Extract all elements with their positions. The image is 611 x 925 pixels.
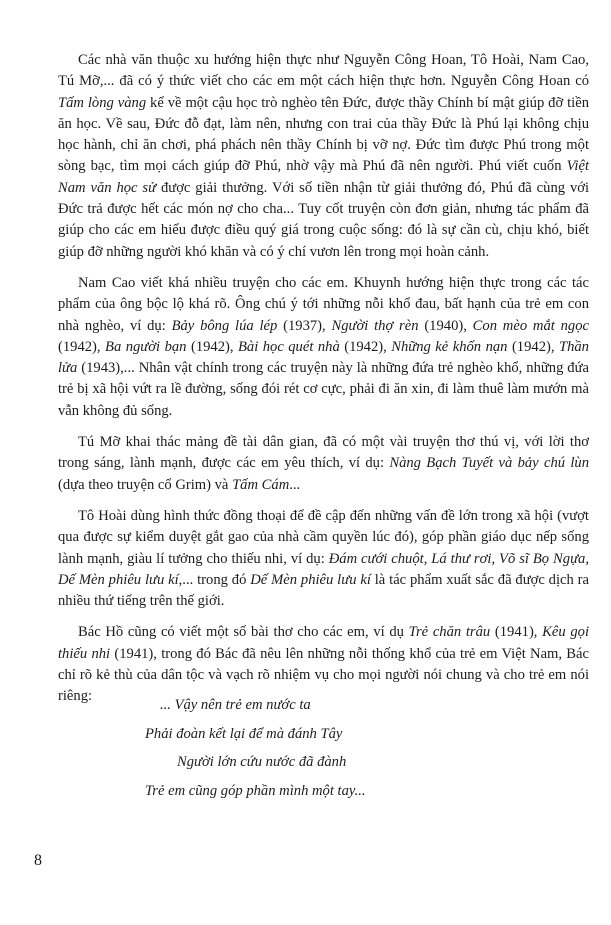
body-text [58,50,589,718]
poem-line: Người lớn cứu nước đã đành [177,754,347,770]
work-title: Việt Nam văn học sử [58,158,589,196]
text-run: (1942), [58,338,106,355]
work-title: Ba người bạn [105,338,187,355]
text-run: là tác phẩm xuất sắc đã được dịch ra nhiều thứ tiếng trên thế giới. [58,571,589,610]
text-run: Các nhà văn thuộc xu hướng hiện thực như Nguyễn Công Hoan, Tô Hoài, Nam Cao, Tú Mỡ,... đã có ý thức viết cho các em một cách hiện thực hơn. Nguyễn Công Hoan có [58,52,589,90]
work-title: Người thợ rèn [331,317,419,334]
poem-line: Trẻ em cũng góp phần mình một tay... [145,783,366,799]
text-run: (1941), trong đó Bác đã nêu lên những nỗi thống khổ của trẻ em Việt Nam, Bác chỉ rõ kẻ thù của dân tộc và vạch rõ nhiệm vụ cho mọi người nói chung và cho trẻ em nói riêng: [58,645,589,705]
work-title: Tấm Cám [232,476,290,493]
work-title: Bảy bông lúa lép [171,317,278,334]
work-title: Đám cưới chuột, Lá thư rơi, Võ sĩ Bọ Ngựa, Dế Mèn phiêu lưu kí [58,550,589,588]
text-run: (1942), [186,338,238,355]
text-run: (1940), [418,317,473,334]
work-title: Kêu gọi thiếu nhi [58,624,589,662]
page-number: 8 [34,852,42,869]
text-run: Tú Mỡ khai thác mảng đề tài dân gian, đã có một vài truyện thơ thú vị, với lời thơ trong sáng, lành mạnh, được các em yêu thích, ví dụ: [58,434,589,472]
text-run: (1942), [339,338,392,355]
text-run: Tô Hoài dùng hình thức đồng thoại để đề cập đến những vấn đề lớn trong xã hội (vượt qua được sự kiểm duyệt gắt gao của nhà cầm quyền lúc đó), góp phần giáo dục nếp sống lành mạnh, giàu lí tưởng cho thiếu nhi, ví dụ: [58,507,589,567]
poem-line: Phải đoàn kết lại để mà đánh Tây [145,726,343,742]
work-title: Con mèo mắt ngọc [472,317,589,334]
work-title: Những kẻ khốn nạn [391,338,508,355]
text-run: (1942), [507,338,559,355]
text-run: Nam Cao viết khá nhiều truyện cho các em. Khuynh hướng hiện thực trong các tác phẩm của ông bộc lộ khá rõ. Ông chú ý tới những nỗi khổ đau, bất hạnh của trẻ em con nhà nghèo, ví dụ: [58,274,589,334]
poem-line: ... Vậy nên trẻ em nước ta [160,697,311,713]
text-run: (1941), [490,624,543,641]
text-run: ,... trong đó [178,571,251,588]
paragraph [58,506,589,612]
paragraph [58,622,589,707]
text-run: ... [289,476,301,493]
text-run: kể về một cậu học trò nghèo tên Đức, được thầy Chính bí mật giúp đỡ tiền ăn học. Về sau, Đức đỗ đạt, làm nên, nhưng con trai của thầy Đức là Phú lại không chịu học hành, chỉ ăn chơi, phá phách nên thầy Chính bị vỡ nợ. Đức tìm được Phú trong một sòng bạc, tìm mọi cách giúp đỡ Phú, nhờ vậy mà Phú đã nên người. Phú viết cuốn [58,94,589,175]
paragraph [58,50,589,263]
text-run: (1937), [277,317,332,334]
work-title: Dế Mèn phiêu lưu kí [250,571,371,588]
work-title: Trẻ chăn trâu [408,624,491,641]
work-title: Tấm lòng vàng [58,94,147,111]
text-run: được giải thưởng. Với số tiền nhận từ giải thưởng đó, Phú đã cùng với Đức trả được hết các món nợ cho cha... Tuy cốt truyện còn đơn giản, nhưng tác phẩm đã giúp cho các em hiểu được điều quý giá trong cuộc sống: đó là sự cần cù, chịu khó, biết giúp đỡ những người khó khăn và có ý chí vươn lên trong mọi hoàn cảnh. [58,179,590,260]
work-title: Bài học quét nhà [237,338,340,355]
text-run: (dựa theo truyện cổ Grim) và [58,476,233,493]
paragraph [58,273,589,422]
work-title: Nàng Bạch Tuyết và bảy chú lùn [389,455,589,472]
paragraph [58,432,589,496]
work-title: Thần lửa [58,338,589,377]
text-run: (1943),... Nhân vật chính trong các truyện này là những đứa trẻ nghèo khổ, những đứa trẻ bị xã hội vứt ra lề đường, sống đói rét cơ cực, phải đi ăn xin, đi làm thuê làm mướn mà vẫn không đủ sống. [58,360,589,419]
text-run: Bác Hồ cũng có viết một số bài thơ cho các em, ví dụ [78,624,409,641]
